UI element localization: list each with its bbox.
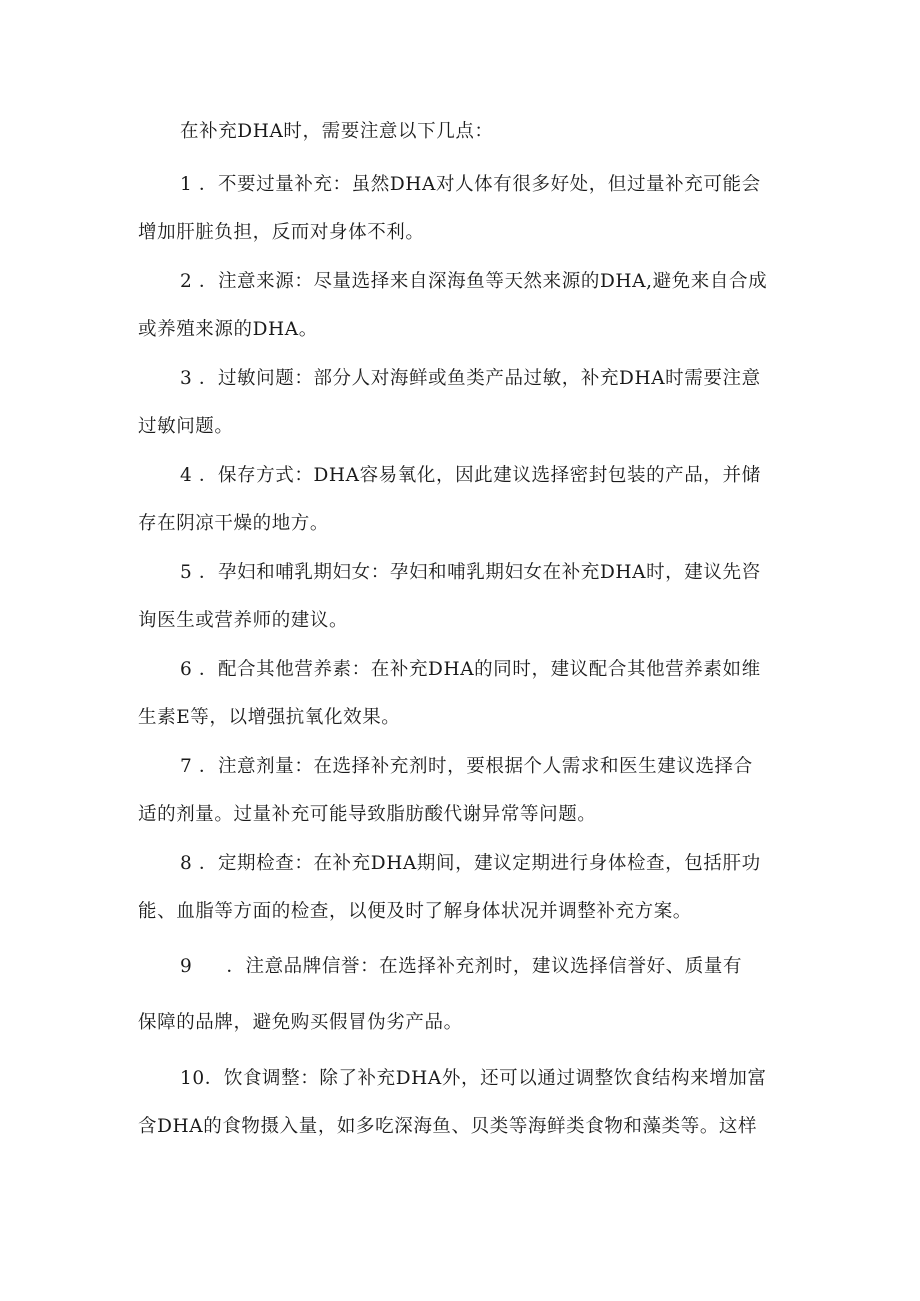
list-item-10-line-1: [180, 1067, 767, 1091]
list-item-number: 2: [180, 271, 193, 292]
list-item-number: 8: [180, 853, 193, 874]
list-item-7-line-2: 适的剂量。过量补充可能导致脂肪酸代谢异常等问题。: [138, 804, 597, 825]
list-item-1-line-1: [180, 173, 761, 197]
list-item-2-line-2: 或养殖来源的DHA。: [138, 319, 318, 340]
list-item-text: ．注意剂量：在选择补充剂时，要根据个人需求和医生建议选择合: [198, 756, 753, 777]
list-item-1-line-2: 增加肝脏负担，反而对身体不利。: [138, 222, 425, 243]
list-item-6-line-1: [180, 658, 761, 682]
list-item-7-line-1: [180, 755, 753, 779]
list-item-6-line-2: 生素E等，以增强抗氧化效果。: [138, 707, 401, 728]
list-item-9-line-2: 保障的品牌，避免购买假冒伪劣产品。: [138, 1012, 463, 1033]
list-item-text: ．保存方式：DHA容易氧化，因此建议选择密封包装的产品，并储: [198, 465, 761, 486]
list-item-4-line-1: [180, 464, 761, 488]
list-item-8-line-2: 能、血脂等方面的检查，以便及时了解身体状况并调整补充方案。: [138, 901, 692, 922]
list-item-number: 5: [180, 562, 193, 583]
list-item-number: 6: [180, 659, 193, 680]
list-item-2-line-1: [180, 270, 767, 294]
list-item-10-line-2: 含DHA的食物摄入量，如多吃深海鱼、贝类等海鲜类食物和藻类等。这样: [138, 1116, 758, 1137]
list-item-4-line-2: 存在阴凉干燥的地方。: [138, 513, 330, 534]
list-item-5-line-2: 询医生或营养师的建议。: [138, 610, 349, 631]
list-item-text: ．定期检查：在补充DHA期间，建议定期进行身体检查，包括肝功: [198, 853, 761, 874]
list-item-number: 7: [180, 756, 193, 777]
list-item-text: ．注意品牌信誉：在选择补充剂时，建议选择信誉好、质量有: [226, 956, 743, 977]
list-item-text: ．过敏问题：部分人对海鲜或鱼类产品过敏，补充DHA时需要注意: [198, 368, 761, 389]
list-item-text: ．不要过量补充：虽然DHA对人体有很多好处，但过量补充可能会: [198, 174, 761, 195]
list-item-text: ．孕妇和哺乳期妇女：孕妇和哺乳期妇女在补充DHA时，建议先咨: [198, 562, 761, 583]
list-item-3-line-2: 过敏问题。: [138, 416, 234, 437]
list-item-text: ．配合其他营养素：在补充DHA的同时，建议配合其他营养素如维: [198, 659, 761, 680]
list-item-number: 1: [180, 174, 193, 195]
list-item-number: 3: [180, 368, 193, 389]
list-item-number: 10: [180, 1068, 205, 1089]
list-item-text: ．注意来源：尽量选择来自深海鱼等天然来源的DHA,避免来自合成: [198, 271, 768, 292]
list-item-text: ．饮食调整：除了补充DHA外，还可以通过调整饮食结构来增加富: [204, 1068, 767, 1089]
list-item-3-line-1: [180, 367, 761, 391]
list-item-8-line-1: [180, 852, 761, 876]
list-item-9-line-1: [180, 955, 742, 979]
intro-paragraph: 在补充DHA时，需要注意以下几点：: [180, 121, 494, 142]
list-item-5-line-1: [180, 561, 761, 585]
list-item-number: 4: [180, 465, 193, 486]
list-item-number: 9: [180, 956, 193, 977]
